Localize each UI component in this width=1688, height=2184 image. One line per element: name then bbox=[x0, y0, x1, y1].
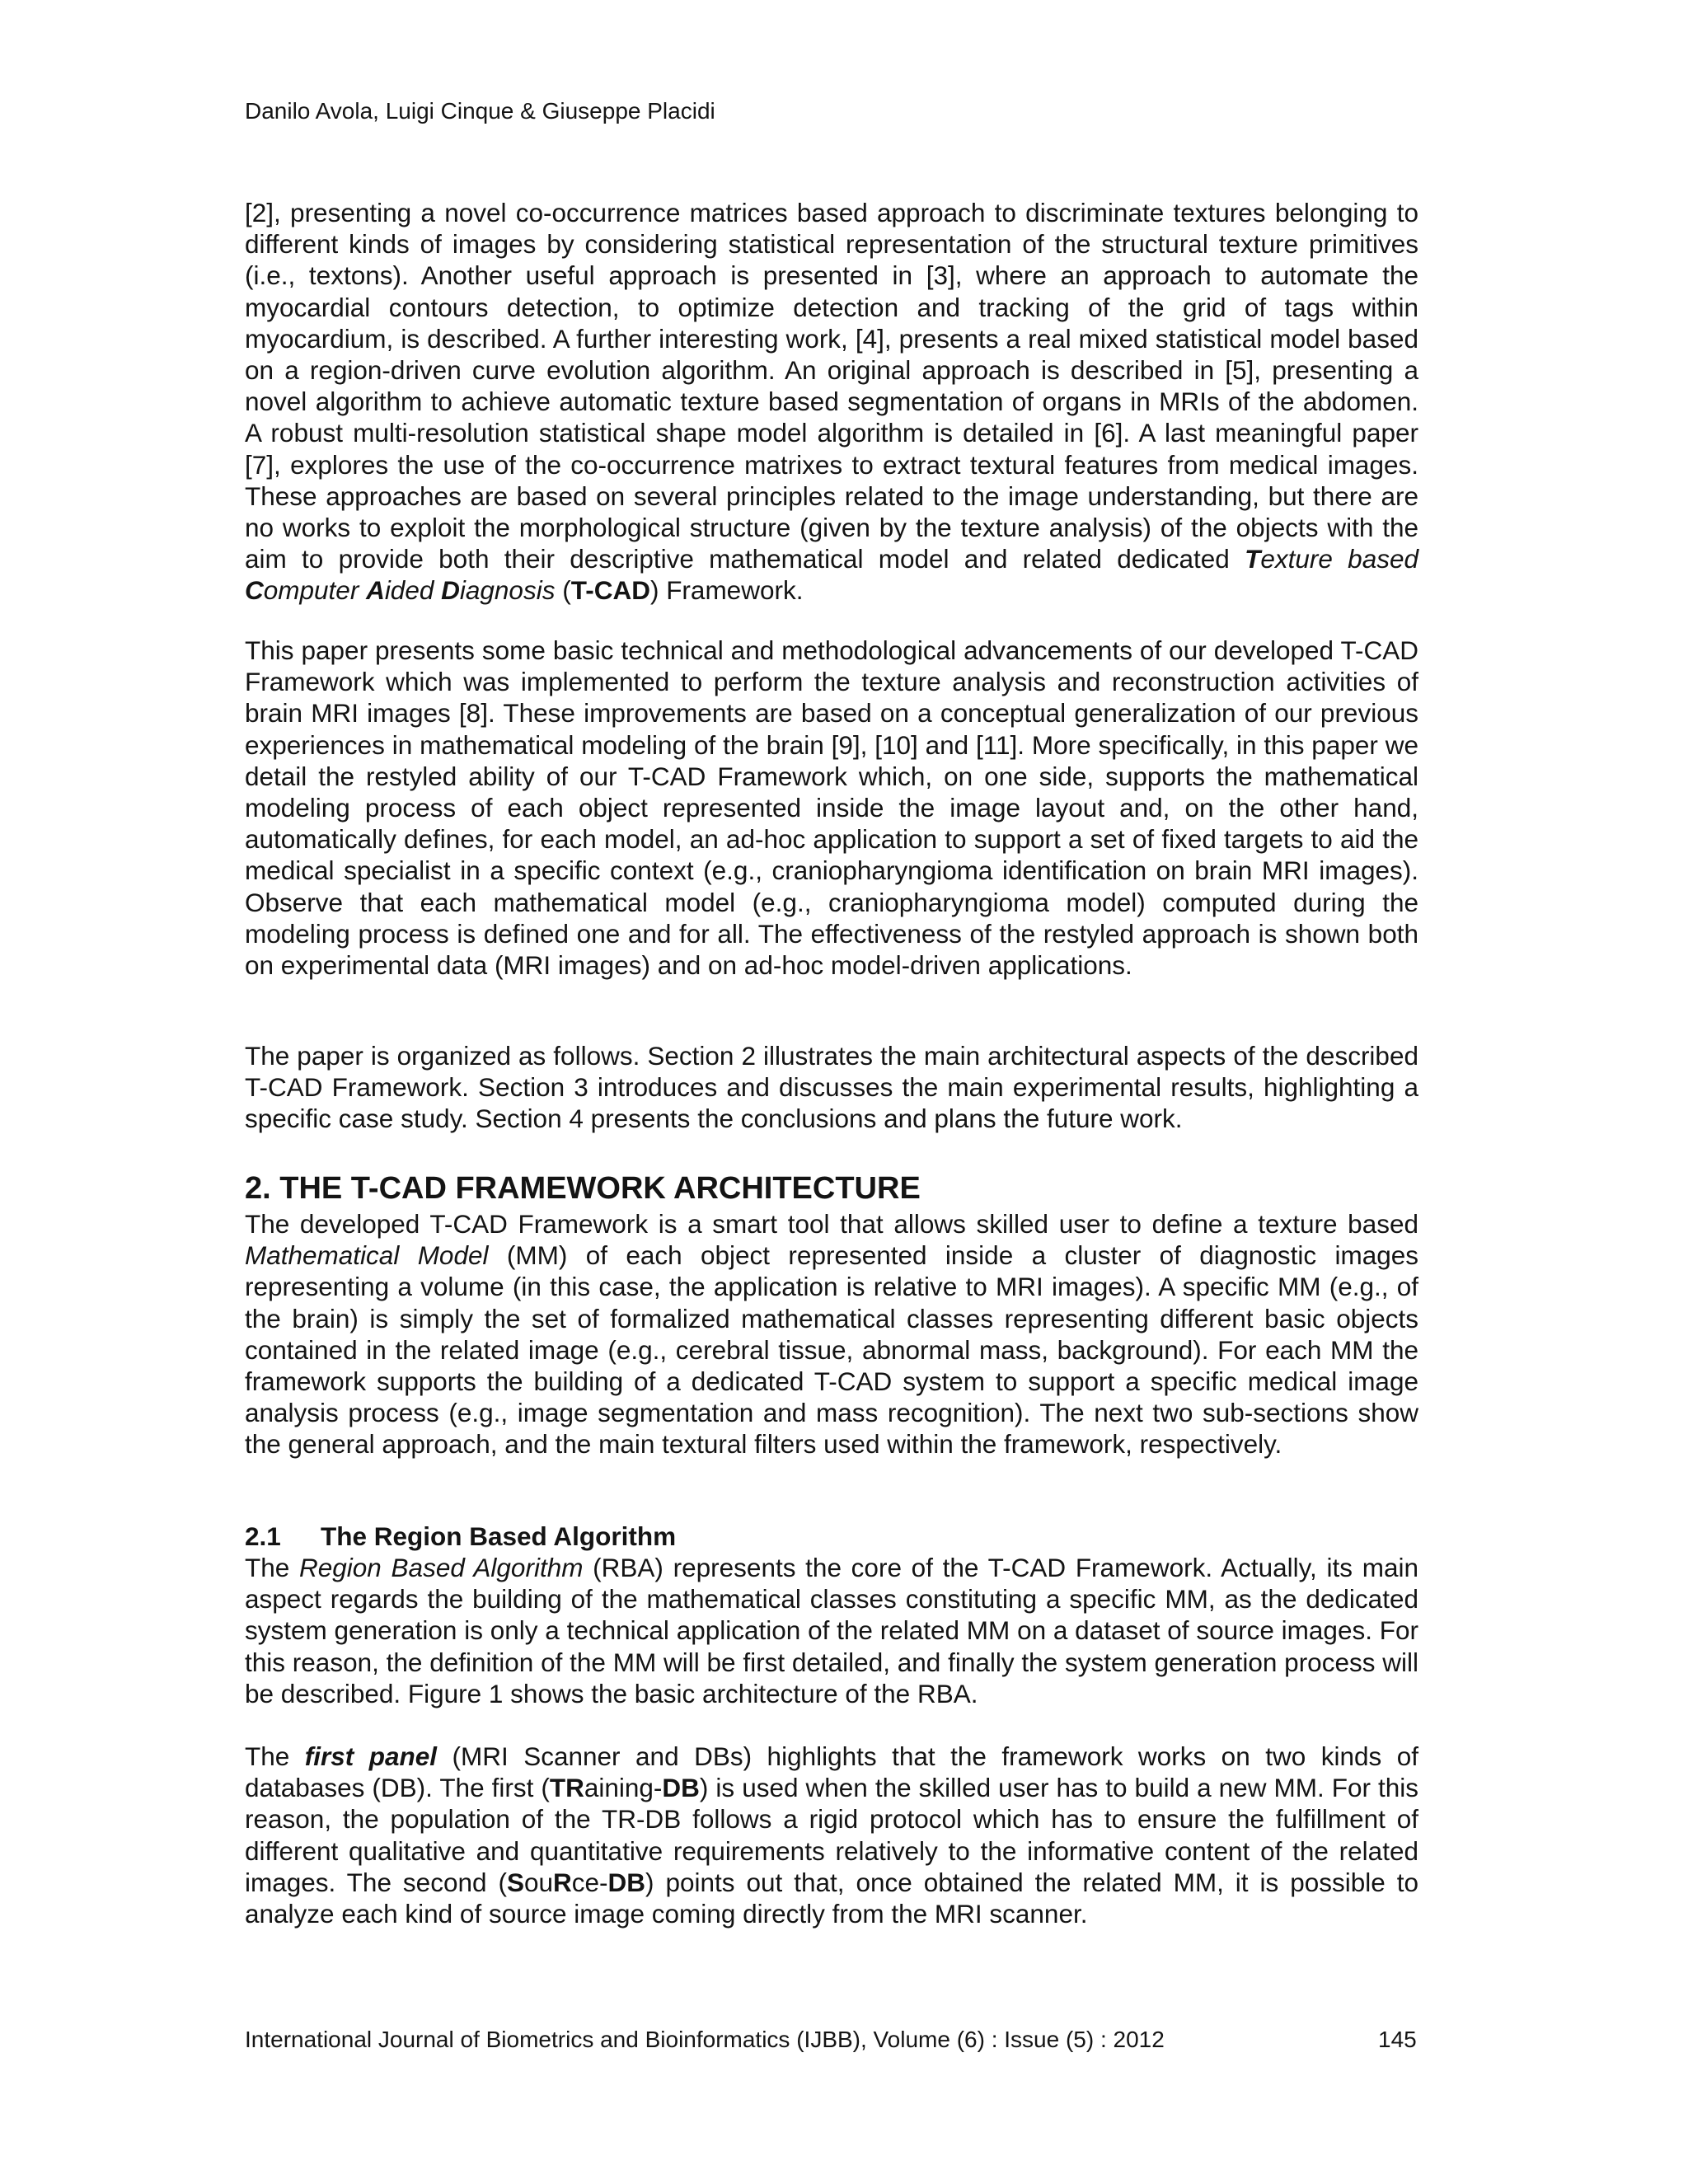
acronym-letter: D bbox=[441, 575, 460, 606]
subsection-2-1-paragraph-2 bbox=[245, 1741, 1418, 1929]
rba-text: The bbox=[245, 1553, 299, 1582]
acronym-letter: DB bbox=[662, 1773, 700, 1803]
subsection-2-1-heading bbox=[245, 1521, 676, 1552]
section2-text: (MM) of each object represented inside a cluster of diagnostic images representing a volume (in this case, the application is relative to MRI images). A specific MM (e.g., of the brain) is simply the set of formalized mathematical classes representing different basic objects contained in the related image (e.g., cerebral tissue, abnormal mass, background). For each MM the framework supports the building of a dedicated T-CAD system to support a specific medical image analysis process (e.g., image segmentation and mass recognition). The next two sub-sections show the general approach, and the main textural filters used within the framework, respectively. bbox=[245, 1240, 1419, 1460]
subsection-number: 2.1 bbox=[245, 1521, 281, 1551]
intro-paragraph-2: This paper presents some basic technical and methodological advancements of our developed T-CAD Framework which was implemented to perform the texture analysis and reconstruction activities of brain MRI images [8]. These improvements are based on a conceptual generalization of our previous experiences in mathematical modeling of the brain [9], [10] and [11]. More specifically, in this paper we detail the restyled ability of our T-CAD Framework which, on one side, supports the mathematical modeling process of each object represented inside the image layout and, on the other hand, automatically defines, for each model, an ad-hoc application to support a set of fixed targets to aid the medical specialist in a specific context (e.g., craniopharyngioma identification on brain MRI images). Observe that each mathematical model (e.g., craniopharyngioma model) computed during the modeling process is defined one and for all. The effectiveness of the restyled approach is shown both on experimental data (MRI images) and on ad-hoc model-driven applications. bbox=[245, 635, 1418, 981]
term-text: ided bbox=[384, 575, 442, 606]
panel-text: (MRI Scanner and DBs) highlights that the framework works on two kinds of databases (DB). The first ( bbox=[245, 1741, 1418, 1803]
acronym-letter: DB bbox=[607, 1867, 646, 1897]
tcad-abbreviation: T-CAD bbox=[570, 575, 650, 606]
acronym-letter: TR bbox=[549, 1773, 584, 1803]
section-2-paragraph bbox=[245, 1208, 1418, 1460]
intro-paragraph-1 bbox=[245, 197, 1418, 607]
acronym-letter: C bbox=[245, 575, 264, 606]
intro-paragraph-3: The paper is organized as follows. Section 2 illustrates the main architectural aspects of the described T-CAD Framework. Section 3 introduces and discusses the main experimental results, highlighting a specific case study. Section 4 presents the conclusions and plans the future work. bbox=[245, 1041, 1418, 1134]
panel-text: ou bbox=[523, 1867, 554, 1897]
acronym-letter: S bbox=[506, 1867, 524, 1897]
acronym-letter: R bbox=[553, 1867, 572, 1897]
paren-open: ( bbox=[555, 575, 571, 606]
acronym-letter: A bbox=[366, 575, 385, 606]
acronym-letter: T bbox=[1245, 544, 1261, 574]
rba-text: (RBA) represents the core of the T-CAD Framework. Actually, its main aspect regards the building of the mathematical classes constituting a specific MM, as the dedicated system generation is only a technical application of the related MM on a dataset of source images. For this reason, the definition of the MM will be first detailed, and finally the system generation process will be described. Figure 1 shows the basic architecture of the RBA. bbox=[245, 1553, 1418, 1708]
page-number: 145 bbox=[1378, 2027, 1417, 2052]
first-panel-term: first panel bbox=[304, 1741, 438, 1771]
mathematical-model-term: Mathematical Model bbox=[245, 1240, 489, 1271]
term-text: omputer bbox=[263, 575, 367, 606]
subsection-title: The Region Based Algorithm bbox=[321, 1521, 677, 1551]
rba-term: Region Based Algorithm bbox=[299, 1553, 584, 1582]
term-text: iagnosis bbox=[459, 575, 556, 606]
panel-text: ) is used when the skilled user has to build a new MM. For this reason, the population of the TR-DB follows a rigid protocol which has to ensure the fulfillment of different qualitative and quantitative requirements relatively to the informative content of the related images. The second ( bbox=[245, 1773, 1418, 1897]
footer-journal-citation: International Journal of Biometrics and Bioinformatics (IJBB), Volume (6) : Issue (5) : 2012 bbox=[245, 2027, 1165, 2052]
panel-text: ce- bbox=[571, 1867, 608, 1897]
panel-text: ) points out that, once obtained the related MM, it is possible to analyze each kind of source image coming directly from the MRI scanner. bbox=[245, 1867, 1419, 1929]
paragraph-end: ) Framework. bbox=[649, 575, 804, 606]
section-2-heading: 2. THE T-CAD FRAMEWORK ARCHITECTURE bbox=[245, 1171, 921, 1206]
panel-text: The bbox=[245, 1741, 305, 1771]
term-text: exture based bbox=[1260, 544, 1419, 574]
subsection-2-1-paragraph-1 bbox=[245, 1552, 1418, 1709]
panel-text: aining- bbox=[584, 1773, 663, 1803]
section2-text: The developed T-CAD Framework is a smart tool that allows skilled user to define a texture based bbox=[245, 1209, 1418, 1239]
running-header-authors: Danilo Avola, Luigi Cinque & Giuseppe Placidi bbox=[245, 98, 715, 124]
intro-p1-text: [2], presenting a novel co-occurrence matrices based approach to discriminate textures belonging to different kinds of images by considering statistical representation of the structural texture primitives (i.e., textons). Another useful approach is presented in [3], where an approach to automate the myocardial contours detection, to optimize detection and tracking of the grid of tags within myocardium, is described. A further interesting work, [4], presents a real mixed statistical model based on a region-driven curve evolution algorithm. An original approach is described in [5], presenting a novel algorithm to achieve automatic texture based segmentation of organs in MRIs of the abdomen. A robust multi-resolution statistical shape model algorithm is detailed in [6]. A last meaningful paper [7], explores the use of the co-occurrence matrixes to extract textural features from medical images. These approaches are based on several principles related to the image understanding, but there are no works to exploit the morphological structure (given by the texture analysis) of the objects with the aim to provide both their descriptive mathematical model and related dedicated bbox=[245, 198, 1418, 574]
